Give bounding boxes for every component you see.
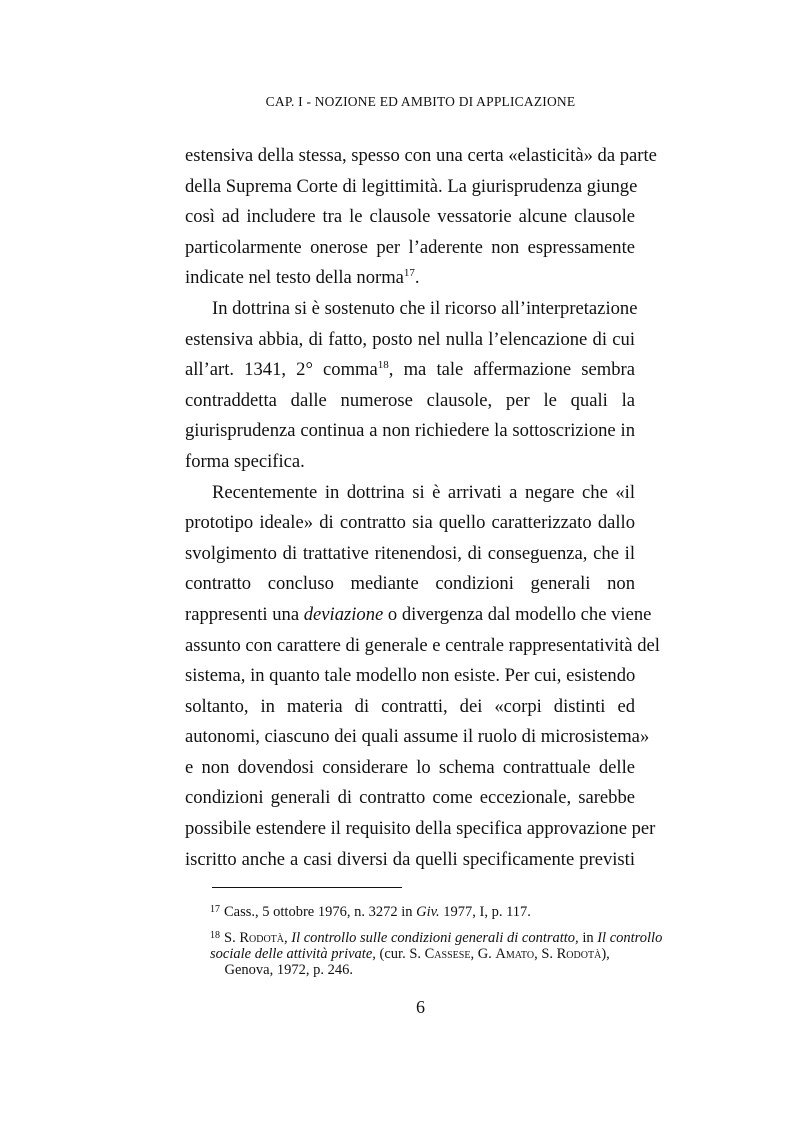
footnote-ref[interactable]: 17	[403, 267, 415, 280]
text-line: rappresenti una deviazione o divergenza dal modello che viene	[185, 603, 652, 625]
footnote-text: (cur. S.	[375, 946, 425, 962]
text-line: sistema, in quanto tale modello non esiste. Per cui, esistendo	[185, 665, 636, 687]
footnote-book-title: Il controllo	[597, 930, 663, 946]
footnote-text: Cass., 5 ottobre 1976, n. 3272 in	[224, 904, 417, 920]
footnote-book-title: sociale delle attività private,	[210, 946, 376, 962]
text-line: all’art. 1341, 2° comma$^{18}$, ma tale affermazione sembra	[185, 359, 635, 381]
text-line: In dottrina si è sostenuto che il ricorso all’interpretazione	[212, 297, 638, 319]
text-line: prototipo ideale» di contratto sia quello caratterizzato dallo	[185, 512, 635, 534]
footnote-editor: Cassese	[424, 946, 471, 962]
footnote-line	[210, 946, 635, 962]
footnote-title: Il controllo sulle condizioni generali di contratto,	[291, 930, 579, 946]
text-line: forma specifica.	[185, 450, 305, 472]
footnote-divider	[212, 887, 402, 888]
footnote-line	[210, 962, 635, 978]
body-text	[185, 141, 660, 875]
text-line: estensiva abbia, di fatto, posto nel nulla l’elencazione di cui	[185, 328, 635, 350]
page-number: 6	[416, 997, 425, 1017]
footnote-line	[210, 902, 635, 920]
text-line: iscritto anche a casi diversi da quelli specificamente previsti	[185, 848, 635, 870]
text-line: assunto con carattere di generale e centrale rappresentatività del	[185, 634, 660, 656]
footnote-text: in	[578, 930, 598, 946]
text-line: contratto concluso mediante condizioni generali non	[185, 573, 635, 595]
italic-term: deviazione	[303, 603, 384, 625]
footnote-18	[210, 928, 663, 978]
text-line: estensiva della stessa, spesso con una certa «elasticità» da parte	[185, 145, 657, 166]
text-line: contraddetta dalle numerose clausole, per le quali la	[185, 389, 635, 411]
text-line: soltanto, in materia di contratti, dei «corpi distinti ed	[185, 695, 635, 717]
footnote-editor: Rodotà	[556, 946, 602, 962]
text-line: della Suprema Corte di legittimità. La giurisprudenza giunge	[185, 175, 638, 197]
footnote-number: 18	[210, 930, 220, 941]
footnote-line	[210, 928, 663, 946]
text-line: giurisprudenza continua a non richiedere la sottoscrizione in	[185, 420, 635, 442]
footnote-italic: Giv.	[416, 904, 440, 920]
footnotes	[210, 902, 663, 986]
text-line: particolarmente onerose per l’aderente non espressamente	[185, 236, 635, 258]
text-line: autonomi, ciascuno dei quali assume il ruolo di microsistema»	[185, 726, 650, 748]
footnote-text: , S.	[534, 946, 557, 962]
footnote-number: 17	[210, 904, 220, 915]
footnote-text: ),	[601, 946, 610, 962]
text-line: Recentemente in dottrina si è arrivati a negare che «il	[212, 481, 635, 503]
footnote-text: Genova, 1972, p. 246.	[224, 962, 353, 978]
footnote-author: Rodotà	[239, 930, 284, 946]
footnote-text: , G.	[470, 946, 496, 962]
text-line: possibile estendere il requisito della specifica approvazione per	[185, 818, 656, 840]
text-line: e non dovendosi considerare lo schema contrattuale delle	[185, 756, 635, 778]
footnote-editor: Amato	[495, 946, 535, 962]
footnote-text: ,	[284, 930, 292, 946]
footnote-text: 1977, I, p. 117.	[439, 904, 531, 920]
footnote-17	[210, 902, 635, 920]
text-line: indicate nel testo della norma$^{17}$.	[185, 267, 420, 289]
footnote-text: S.	[224, 930, 240, 946]
text-line: così ad includere tra le clausole vessatorie alcune clausole	[185, 206, 635, 228]
running-header: CAP. I - NOZIONE ED AMBITO DI APPLICAZIONE	[265, 94, 576, 109]
footnote-ref[interactable]: 18	[377, 359, 389, 372]
text-line: svolgimento di trattative ritenendosi, di conseguenza, che il	[185, 542, 635, 564]
text-line: condizioni generali di contratto come eccezionale, sarebbe	[185, 787, 635, 809]
